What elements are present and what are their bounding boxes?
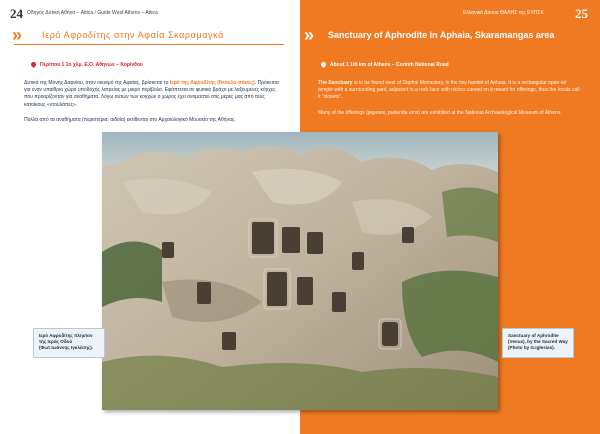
sanctuary-photo: [102, 132, 498, 410]
section-title-greek: Ιερό Αφροδίτης στην Αφαία Σκαραμαγκά: [42, 30, 224, 40]
para-text: . Πρόκειται για έναν υπαίθριο χώρο υποδοχής λατρείας με μικρό περίβολο. Εφάπτεται σε φυσικό βράχο με λαξευμένες κόγχες που προορίζονταν για αναθήματα. Λόγω αυτών των κογχών ο χώρος έχει ονομαστεί στις μέρες μας από τους κατοίκους «ντουλάπες».: [24, 80, 279, 108]
section-title-bar-left: [12, 25, 284, 45]
highlight-text: Ιερό της Αφροδίτης (Ντουλο-πάσες): [169, 80, 255, 86]
para-text: is to be found west of Daphni Monastery, in the tiny hamlet of Aphaia. It is a rectangular open-air temple with a surrounding yard, adjacent to a rock face with niches carved on it meant for offerings, thus the locals call it "closets".: [318, 80, 580, 101]
body-paragraph-greek-2: Πολλά από τα αναθήματα (περιστέρια, αιδοία) εκτίθενται στο Αρχαιολογικό Μουσείο της Αθήνας.: [24, 117, 236, 123]
photo-caption-greek: Ιερό Αφροδίτης πλησίον της Ιεράς Οδού (Φωτ.Ιωάννης Ιγκλέσης).: [33, 328, 105, 358]
double-chevron-icon: »: [304, 25, 315, 45]
page-number-left: 24: [10, 6, 23, 21]
running-header-right: Ελληνικά Δίκτυο ΘΑΛΗΣ της ΕΥΠΣΚ: [463, 10, 544, 16]
bold-text: The Sanctuary: [318, 80, 353, 86]
section-title-bar-right: [302, 25, 588, 45]
location-greek: Περίπου 1 1ο χλμ. Ε.Ο. Αθηνών – Κορίνθου: [40, 62, 143, 68]
section-title-english: Sanctuary of Aphrodite in Aphaia, Skaramangas area: [328, 30, 555, 40]
body-paragraph-greek-1: [24, 80, 282, 109]
double-chevron-icon: »: [12, 25, 23, 45]
body-paragraph-english-1: [318, 80, 582, 102]
location-english: About 1 1th km of Athens – Corinth National Road: [330, 62, 449, 68]
photo-caption-english: Sanctuary of Aphrodite (Venus), by the Sacred Way (Photo by G.Iglesias).: [502, 328, 574, 358]
running-header-left: Οδηγός Δυτική Αθήνα – Attica / Guide West Athens – Attica: [27, 10, 158, 16]
body-paragraph-english-2: Many of the offerings (pigeons, pudenda ums) are exhibited at the National Archaeological Museum of Athens.: [318, 110, 562, 116]
rock-face-image: [102, 132, 498, 410]
para-text: Δυτικά της Μονής Δαφνίου, στον οικισμό της Αφαίας, βρίσκεται το: [24, 80, 170, 86]
page-number-right: 25: [575, 6, 588, 21]
location-pin-icon: [30, 61, 37, 68]
